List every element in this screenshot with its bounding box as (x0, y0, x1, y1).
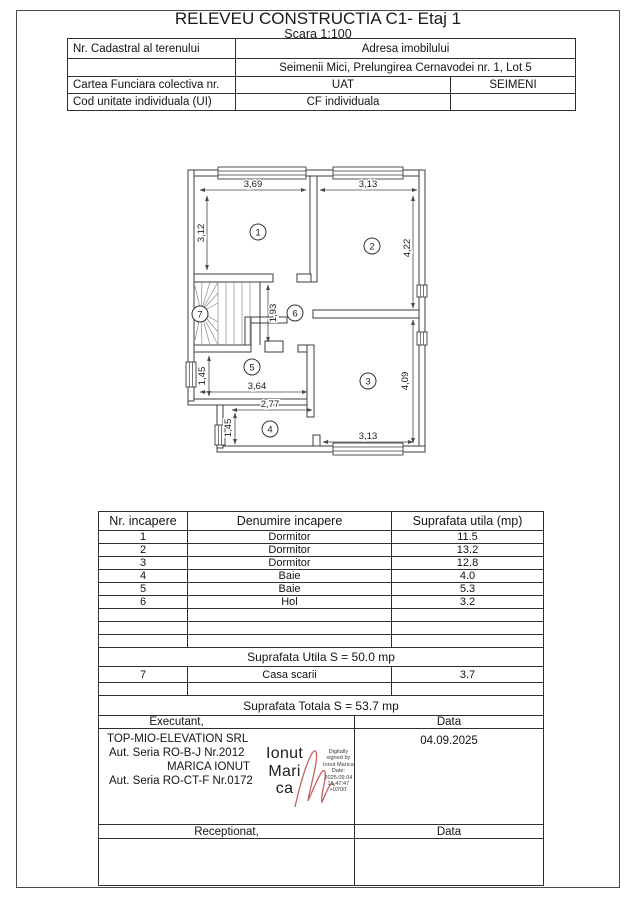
table-row (99, 583, 544, 596)
dim-stairs-height: 1,93 (268, 303, 279, 323)
cell-nr: 3 (99, 557, 188, 570)
receptionat-signature-cell (99, 839, 355, 886)
dim-room4-width: 2,77 (260, 399, 280, 410)
room-1-number: 1 (255, 227, 261, 239)
cf-value: CF individuala (236, 94, 451, 111)
cartea-funciara-label: Cartea Funciara colectiva nr. (68, 77, 236, 94)
cell-suprafata: 3.7 (392, 667, 544, 683)
cell-nr: 7 (99, 667, 188, 683)
adresa-label: Adresa imobilului (236, 39, 576, 59)
cell-denumire: Dormitor (188, 544, 392, 557)
col-header-suprafata: Suprafata utila (mp) (392, 512, 544, 531)
executant-company: TOP-MIO-ELEVATION SRL (107, 733, 249, 745)
dim-room3-height: 4,09 (400, 371, 411, 391)
cell-suprafata: 13.2 (392, 544, 544, 557)
room-7-number: 7 (197, 309, 203, 321)
cell-denumire: Baie (188, 570, 392, 583)
uat-label: UAT (236, 77, 451, 94)
nr-cadastral-value (68, 59, 236, 77)
cell-denumire: Baie (188, 583, 392, 596)
cell-suprafata: 3.2 (392, 596, 544, 609)
table-row (99, 557, 544, 570)
cell-nr: 6 (99, 596, 188, 609)
suprafata-totala-row: Suprafata Totala S = 53.7 mp (99, 696, 544, 716)
room-2-number: 2 (369, 241, 375, 253)
nr-cadastral-label: Nr. Cadastral al terenului (68, 39, 236, 59)
receptionat-label: Receptionat, (99, 825, 355, 839)
table-row-empty (99, 635, 544, 648)
executant-aut2: Aut. Seria RO-CT-F Nr.0172 (109, 775, 253, 787)
digital-signature-details: Digitally signed by Ionut Marica Date: 2025.09.04 15:47:47 +03'00' (323, 749, 354, 794)
executant-aut1: Aut. Seria RO-B-J Nr.2012 (109, 747, 245, 759)
header-table (67, 38, 576, 111)
executant-date-value: 04.09.2025 (355, 729, 544, 825)
room-5-number: 5 (249, 362, 255, 374)
dim-room5-width: 3,64 (247, 381, 267, 392)
cell-nr: 4 (99, 570, 188, 583)
table-row-empty (99, 683, 544, 696)
cell-suprafata: 12.8 (392, 557, 544, 570)
dim-room2-height: 4,22 (402, 238, 413, 258)
table-row (99, 531, 544, 544)
uat-value: SEIMENI (451, 77, 576, 94)
window-icon (218, 167, 306, 179)
window-icon (333, 167, 403, 179)
cell-suprafata: 4.0 (392, 570, 544, 583)
cell-nr: 1 (99, 531, 188, 544)
executant-name: MARICA IONUT (167, 761, 251, 773)
suprafata-utila-row: Suprafata Utila S = 50.0 mp (99, 648, 544, 667)
dim-room4-height: 1,45 (223, 418, 234, 438)
room-6-number: 6 (292, 308, 298, 320)
dim-room5-height: 1,45 (197, 366, 208, 386)
receptionat-date-cell (355, 839, 544, 886)
cf-empty-cell (451, 94, 576, 111)
cell-nr: 2 (99, 544, 188, 557)
executant-data-label: Data (355, 716, 544, 729)
digital-signature-name: Ionut Mari ca (266, 745, 304, 797)
room-4-number: 4 (267, 424, 273, 436)
room-3-number: 3 (365, 376, 371, 388)
col-header-denumire: Denumire incapere (188, 512, 392, 531)
dim-room2-width: 3,13 (358, 179, 378, 190)
table-row-empty (99, 609, 544, 622)
executant-label: Executant, (99, 716, 355, 729)
floor-plan (185, 160, 435, 460)
dim-room1-width: 3,69 (243, 179, 263, 190)
cell-denumire: Hol (188, 596, 392, 609)
signature-table (98, 715, 544, 886)
window-icon (417, 332, 427, 345)
cod-unitate-label: Cod unitate individuala (UI) (68, 94, 236, 111)
table-row (99, 570, 544, 583)
dim-room1-height: 3,12 (196, 223, 207, 243)
table-row (99, 596, 544, 609)
cell-suprafata: 11.5 (392, 531, 544, 544)
cell-denumire: Casa scarii (188, 667, 392, 683)
cell-denumire: Dormitor (188, 531, 392, 544)
window-icon (333, 443, 403, 455)
page-title: RELEVEU CONSTRUCTIA C1- Etaj 1 (174, 9, 462, 28)
window-icon (417, 285, 427, 297)
table-row (99, 544, 544, 557)
table-row-casa-scarii (99, 667, 544, 683)
dim-room3-width: 3,13 (358, 431, 378, 442)
table-row-empty (99, 622, 544, 635)
receptionat-data-label: Data (355, 825, 544, 839)
adresa-value: Seimenii Mici, Prelungirea Cernavodei nr. 1, Lot 5 (236, 59, 576, 77)
cell-suprafata: 5.3 (392, 583, 544, 596)
window-icon (186, 362, 196, 387)
cell-denumire: Dormitor (188, 557, 392, 570)
room-table (98, 511, 544, 716)
col-header-nr: Nr. incapere (99, 512, 188, 531)
scale-label: Scara 1:100 (284, 27, 352, 41)
cell-nr: 5 (99, 583, 188, 596)
executant-cell (99, 729, 355, 825)
